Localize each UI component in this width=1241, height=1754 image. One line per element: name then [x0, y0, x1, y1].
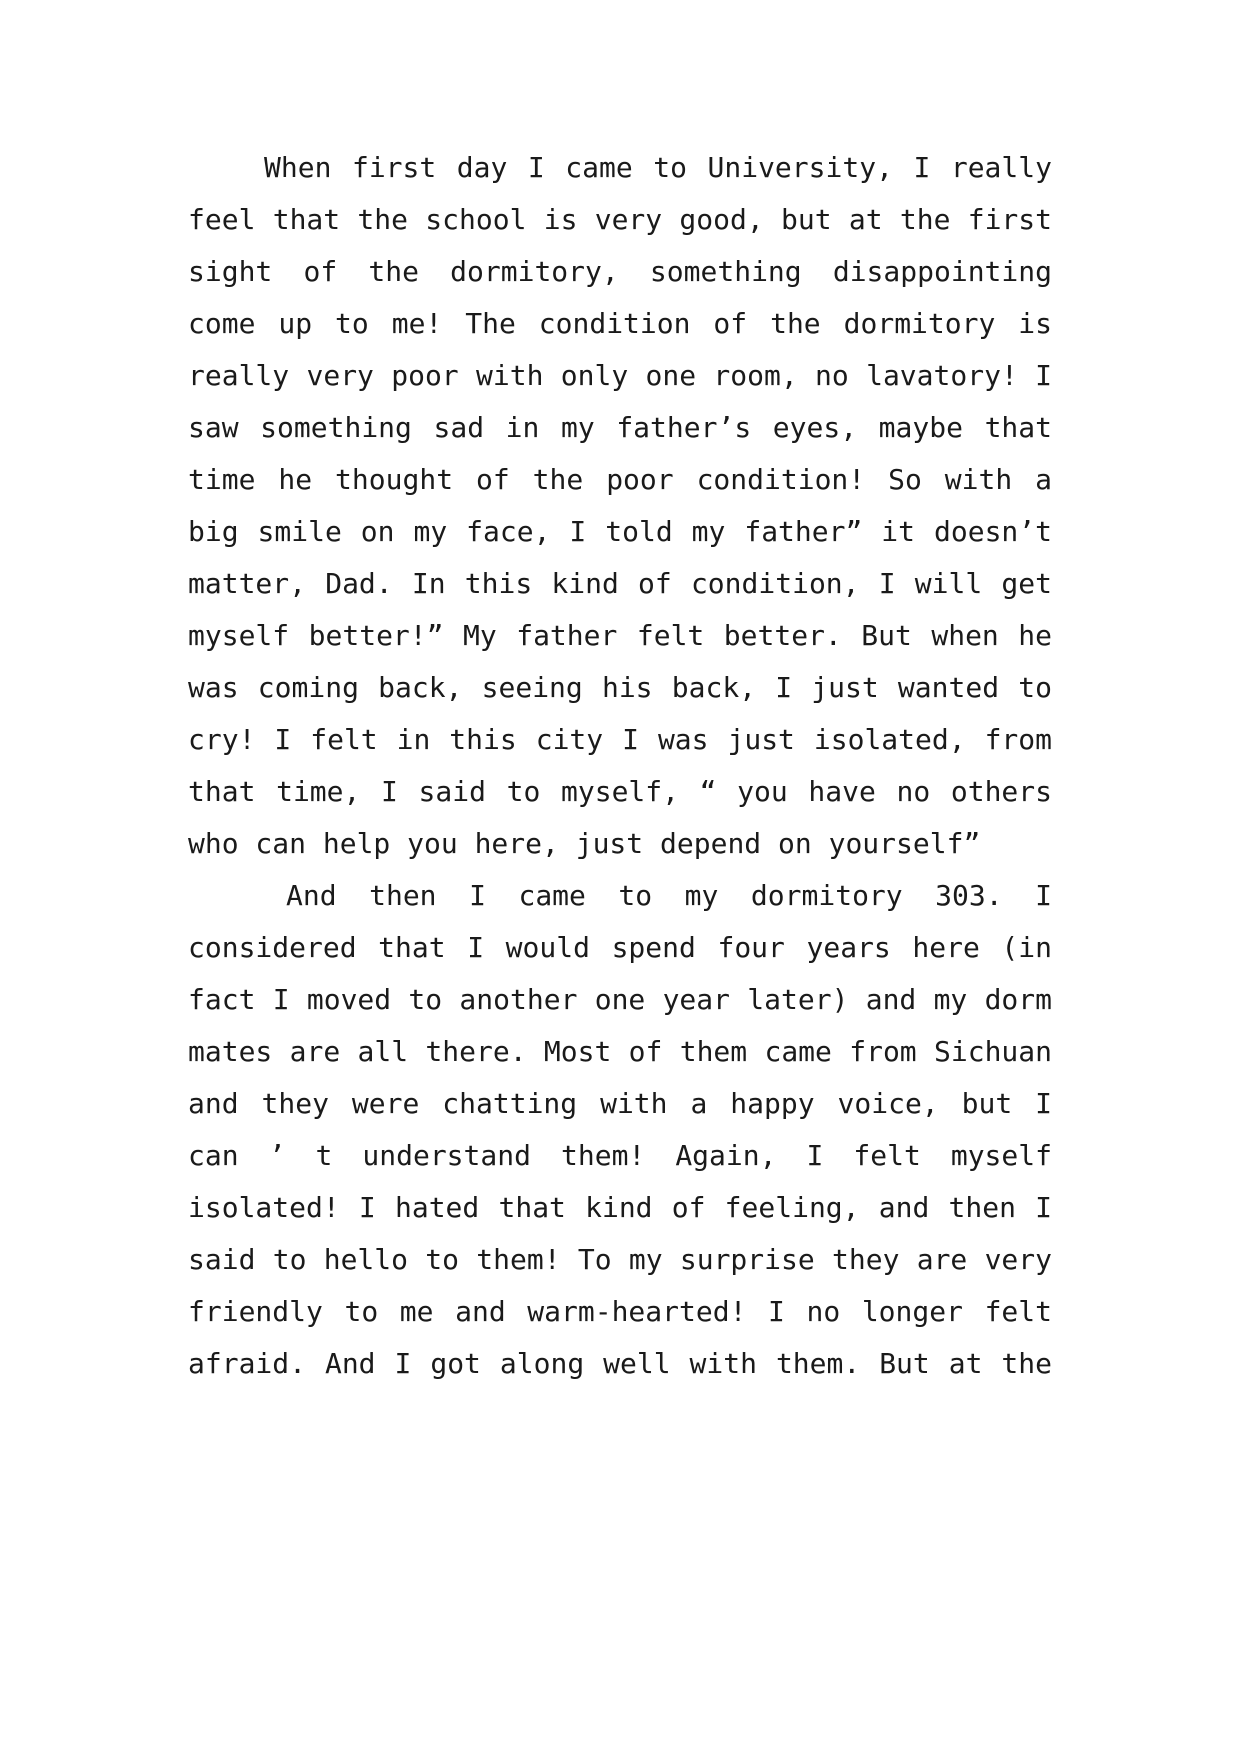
text-line: considered that I would spend four years here (in [188, 931, 1052, 964]
text-line: feel that the school is very good, but at the first [188, 203, 1052, 236]
text-line: When first day I came to University, I really [264, 151, 1052, 184]
text-line: who can help you here, just depend on yourself” [188, 827, 981, 860]
text-line: And then I came to my dormitory 303. I [286, 879, 1052, 912]
text-line: come up to me! The condition of the dormitory is [188, 307, 1052, 340]
text-line: myself better!” My father felt better. But when he [188, 619, 1052, 652]
text-line: matter, Dad. In this kind of condition, I will get [188, 567, 1052, 600]
text-line: cry! I felt in this city I was just isolated, from [188, 723, 1052, 756]
text-line: afraid. And I got along well with them. But at the [188, 1347, 1052, 1380]
text-line: sight of the dormitory, something disappointing [188, 255, 1052, 288]
text-line: said to hello to them! To my surprise they are very [188, 1243, 1052, 1276]
text-line: and they were chatting with a happy voice, but I [188, 1087, 1052, 1120]
text-line: that time, I said to myself, “ you have no others [188, 775, 1052, 808]
text-line: friendly to me and warm-hearted! I no longer felt [188, 1295, 1052, 1328]
text-line: can ’ t understand them! Again, I felt myself [188, 1139, 1052, 1172]
text-line: mates are all there. Most of them came from Sichuan [188, 1035, 1052, 1068]
text-line: big smile on my face, I told my father” it doesn’t [188, 515, 1052, 548]
text-line: time he thought of the poor condition! So with a [188, 463, 1052, 496]
text-line: really very poor with only one room, no lavatory! I [188, 359, 1052, 392]
text-line: was coming back, seeing his back, I just wanted to [188, 671, 1052, 704]
text-line: saw something sad in my father’s eyes, maybe that [188, 411, 1052, 444]
text-line: isolated! I hated that kind of feeling, and then I [188, 1191, 1052, 1224]
text-line: fact I moved to another one year later) and my dorm [188, 983, 1052, 1016]
